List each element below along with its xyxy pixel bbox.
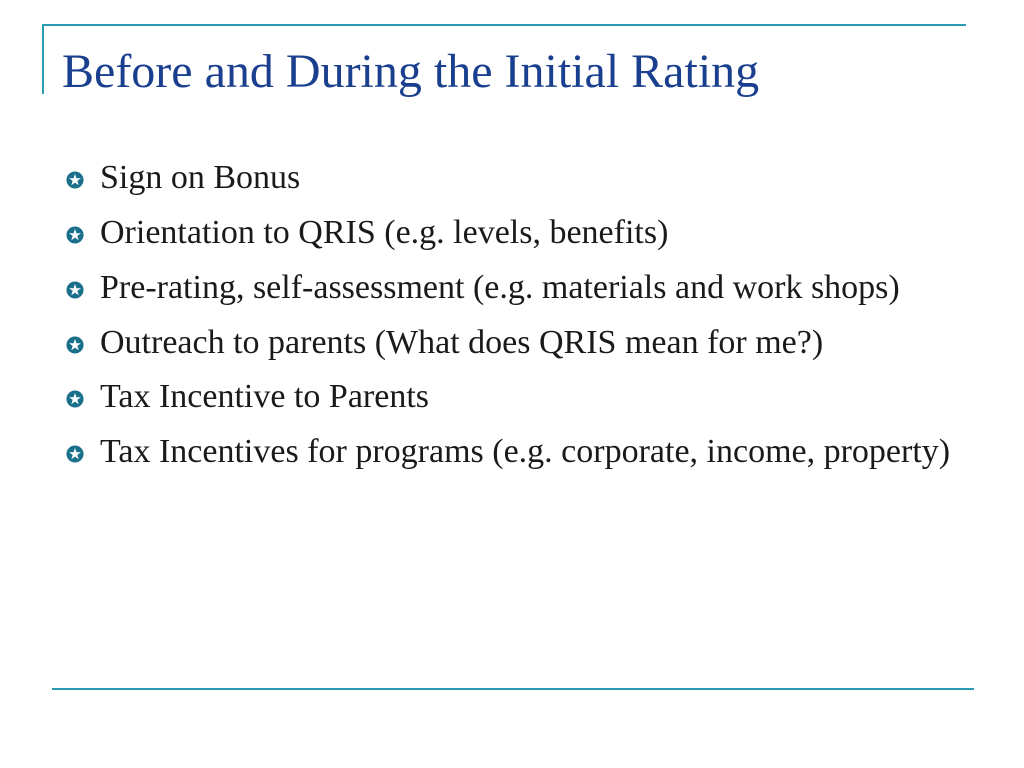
bullet-item <box>64 156 954 200</box>
bullet-text: Pre-rating, self-assessment (e.g. materials and work shops) <box>100 268 900 306</box>
bottom-border-line <box>52 688 974 690</box>
bullet-text: Tax Incentive to Parents <box>100 378 430 416</box>
bullet-text: Outreach to parents (What does QRIS mean for me?) <box>100 323 824 361</box>
bullet-text: Tax Incentives for programs (e.g. corporate, income, property) <box>100 433 951 471</box>
bullet-item <box>64 375 954 419</box>
slide-title: Before and During the Initial Rating <box>62 45 760 98</box>
bullet-text: Sign on Bonus <box>100 159 301 196</box>
star-in-circle-icon <box>66 336 84 354</box>
star-in-circle-icon <box>66 281 84 299</box>
bullet-item <box>64 211 954 255</box>
star-in-circle-icon <box>66 226 84 244</box>
star-in-circle-icon <box>66 445 84 463</box>
star-in-circle-icon <box>66 390 84 408</box>
bullet-list <box>64 156 954 485</box>
top-border-line <box>42 24 966 26</box>
bullet-text: Orientation to QRIS (e.g. levels, benefits) <box>100 213 669 251</box>
bullet-item <box>64 321 954 365</box>
star-in-circle-icon <box>66 171 84 189</box>
bullet-item <box>64 430 954 474</box>
bullet-item <box>64 266 954 310</box>
left-border-line <box>42 24 44 94</box>
